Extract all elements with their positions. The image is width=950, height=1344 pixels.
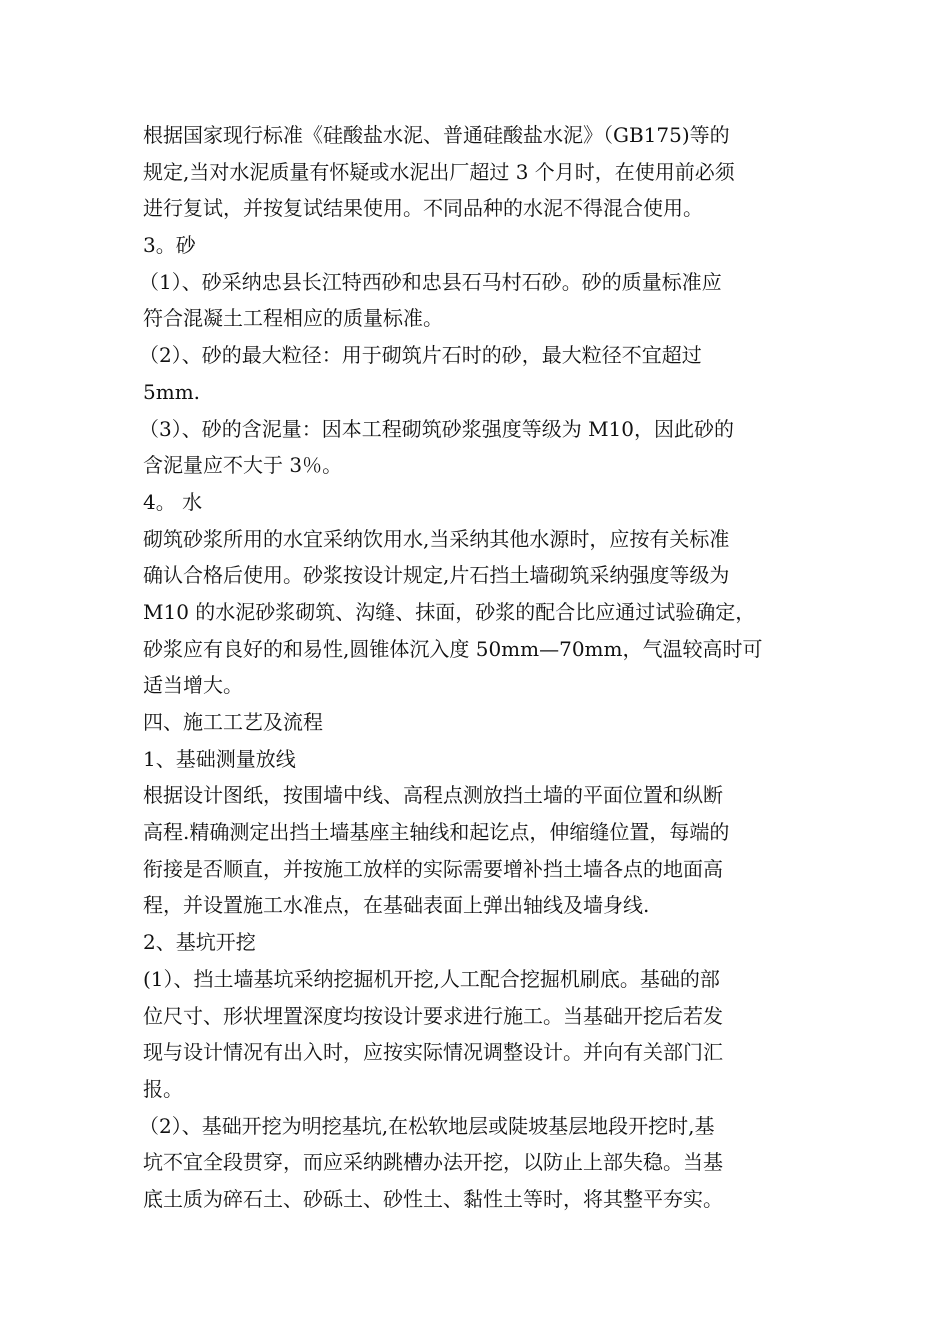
text-line-22: 程，并设置施工水准点，在基础表面上弹出轴线及墙身线.: [143, 893, 650, 918]
text-line-16: 适当增大。: [143, 673, 243, 698]
text-line-21: 衔接是否顺直，并按施工放样的实际需要增补挡土墙各点的地面高: [143, 856, 723, 881]
text-line-12: 砌筑砂浆所用的水宜采纳饮用水,当采纳其他水源时，应按有关标准: [143, 526, 730, 551]
text-line-25: 位尺寸、形状埋置深度均按设计要求进行施工。当基础开挖后若发: [143, 1003, 723, 1028]
text-line-1: 根据国家现行标准《硅酸盐水泥、普通硅酸盐水泥》（GB175)等的: [143, 123, 730, 147]
section-heading-process: 四、施工工艺及流程: [143, 710, 323, 734]
text-line-15: 砂浆应有良好的和易性,圆锥体沉入度 50mm—70mm，气温较高时可: [143, 636, 763, 661]
text-line-14: M10 的水泥砂浆砌筑、沟缝、抹面，砂浆的配合比应通过试验确定，: [143, 599, 756, 624]
text-line-8: 5mm.: [143, 379, 201, 404]
text-line-10: 含泥量应不大于 3％。: [143, 453, 343, 478]
text-line-26: 现与设计情况有出入时，应按实际情况调整设计。并向有关部门汇: [143, 1040, 723, 1065]
section-heading-sand: 3。砂: [143, 233, 196, 258]
text-line-7: （2）、砂的最大粒径：用于砌筑片石时的砂，最大粒径不宜超过: [139, 343, 702, 368]
text-line-29: 坑不宜全段贯穿，而应采纳跳槽办法开挖，以防止上部失稳。当基: [143, 1150, 723, 1175]
text-line-20: 高程.精确测定出挡土墙基座主轴线和起讫点，伸缩缝位置，每端的: [143, 820, 730, 845]
text-line-13: 确认合格后使用。砂浆按设计规定,片石挡土墙砌筑采纳强度等级为: [143, 563, 730, 588]
text-line-19: 根据设计图纸，按围墙中线、高程点测放挡土墙的平面位置和纵断: [143, 783, 723, 808]
text-line-6: 符合混凝土工程相应的质量标准。: [143, 306, 443, 331]
subsection-heading-excavation: 2、基坑开挖: [143, 930, 256, 955]
text-line-2: 规定,当对水泥质量有怀疑或水泥出厂超过 3 个月时，在使用前必须: [143, 159, 735, 184]
text-line-5: （1）、砂采纳忠县长江特西砂和忠县石马村石砂。砂的质量标准应: [139, 269, 722, 294]
text-line-28: （2）、基础开挖为明挖基坑,在松软地层或陡坡基层地段开挖时,基: [139, 1113, 715, 1138]
text-line-9: （3）、砂的含泥量：因本工程砌筑砂浆强度等级为 M10，因此砂的: [139, 416, 735, 441]
document-body: [139, 117, 813, 1218]
subsection-heading-survey: 1、基础测量放线: [143, 746, 296, 771]
text-line-3: 进行复试，并按复试结果使用。不同品种的水泥不得混合使用。: [143, 196, 703, 221]
text-line-24: (1）、挡土墙基坑采纳挖掘机开挖,人工配合挖掘机刷底。基础的部: [143, 966, 720, 991]
text-line-27: 报。: [143, 1076, 183, 1101]
section-heading-water: 4。 水: [143, 489, 203, 514]
text-line-30: 底土质为碎石土、砂砾土、砂性土、黏性土等时，将其整平夯实。: [143, 1186, 723, 1211]
